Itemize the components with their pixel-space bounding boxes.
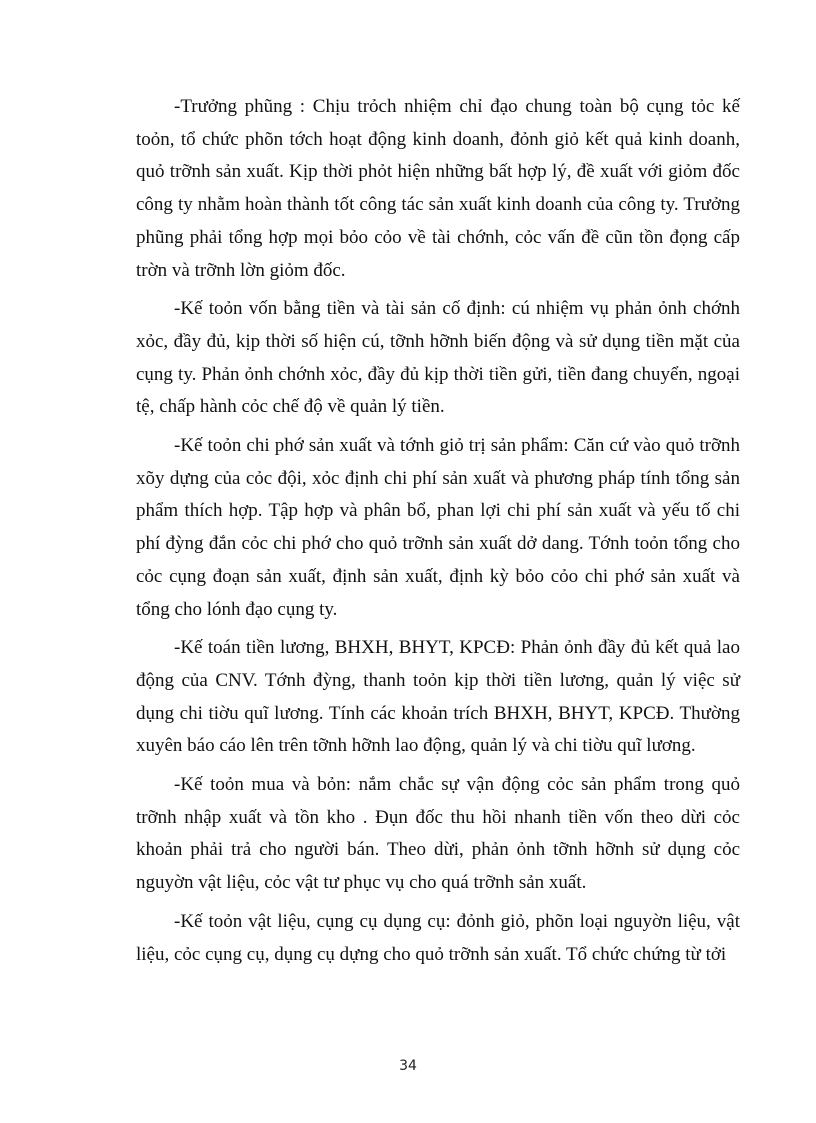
paragraph-ke-toan-von-bang-tien: -Kế toỏn vốn bằng tiền và tài sản cố định: cú nhiệm vụ phản ỏnh chớnh xỏc, đầy đủ, kịp thời số hiện cú, tỡnh hỡnh biến động và sử dụng tiền mặt của cụng ty. Phản ỏnh chớnh xỏc, đầy đủ kịp thời tiền gửi, tiền đang chuyển, ngoại tệ, chấp hành cỏc chế độ về quản lý tiền. <box>136 298 740 418</box>
paragraph-truong-phong: -Trưởng phũng : Chịu trỏch nhiệm chỉ đạo chung toàn bộ cụng tỏc kế toỏn, tổ chức phõn tớch hoạt động kinh doanh, đỏnh giỏ kết quả kinh doanh, quỏ trỡnh sản xuất. Kịp thời phỏt hiện những bất hợp lý, đề xuất với giỏm đốc công ty nhằm hoàn thành tốt công tác sản xuất kinh doanh của công ty. Trưởng phũng phải tổng hợp mọi bỏo cỏo về tài chớnh, cỏc vấn đề cũn tồn đọng cấp trờn và trỡnh lờn giỏm đốc. <box>136 96 740 281</box>
page-body <box>136 91 740 977</box>
paragraph-ke-toan-tien-luong: -Kế toán tiền lương, BHXH, BHYT, KPCĐ: Phản ỏnh đầy đủ kết quả lao động của CNV. Tớnh đỳng, thanh toỏn kịp thời tiền lương, quản lý việc sử dụng chi tiờu quĩ lương. Tính các khoản trích BHXH, BHYT, KPCĐ. Thường xuyên báo cáo lên trên tỡnh hỡnh lao động, quản lý và chi tiờu quĩ lương. <box>136 637 740 757</box>
paragraph-ke-toan-chi-phi: -Kế toỏn chi phớ sản xuất và tớnh giỏ trị sản phẩm: Căn cứ vào quỏ trỡnh xõy dựng của cỏc đội, xỏc định chi phí sản xuất và phương pháp tính tổng sản phẩm thích hợp. Tập hợp và phân bổ, phan lợi chi phí sản xuất và yếu tố chi phí đỳng đắn cỏc chi phớ cho quỏ trỡnh sản xuất dở dang. Tớnh toỏn tổng cho cỏc cụng đoạn sản xuất, định sản xuất, định kỳ bỏo cỏo chi phớ sản xuất và tổng cho lónh đạo cụng ty. <box>136 435 740 620</box>
paragraph-ke-toan-mua-ban: -Kế toỏn mua và bỏn: nắm chắc sự vận động cỏc sản phẩm trong quỏ trỡnh nhập xuất và tồn kho . Đụn đốc thu hồi nhanh tiền vốn theo dừi cỏc khoản phải trả cho người bán. Theo dừi, phản ỏnh tỡnh hỡnh sử dụng cỏc nguyờn vật liệu, cỏc vật tư phục vụ cho quá trỡnh sản xuất. <box>136 774 740 894</box>
paragraph-ke-toan-vat-lieu: -Kế toỏn vật liệu, cụng cụ dụng cụ: đỏnh giỏ, phõn loại nguyờn liệu, vật liệu, cỏc cụng cụ, dụng cụ dựng cho quỏ trỡnh sản xuất. Tổ chức chứng từ tởi <box>136 910 740 965</box>
page-number: 34 <box>399 1058 417 1074</box>
